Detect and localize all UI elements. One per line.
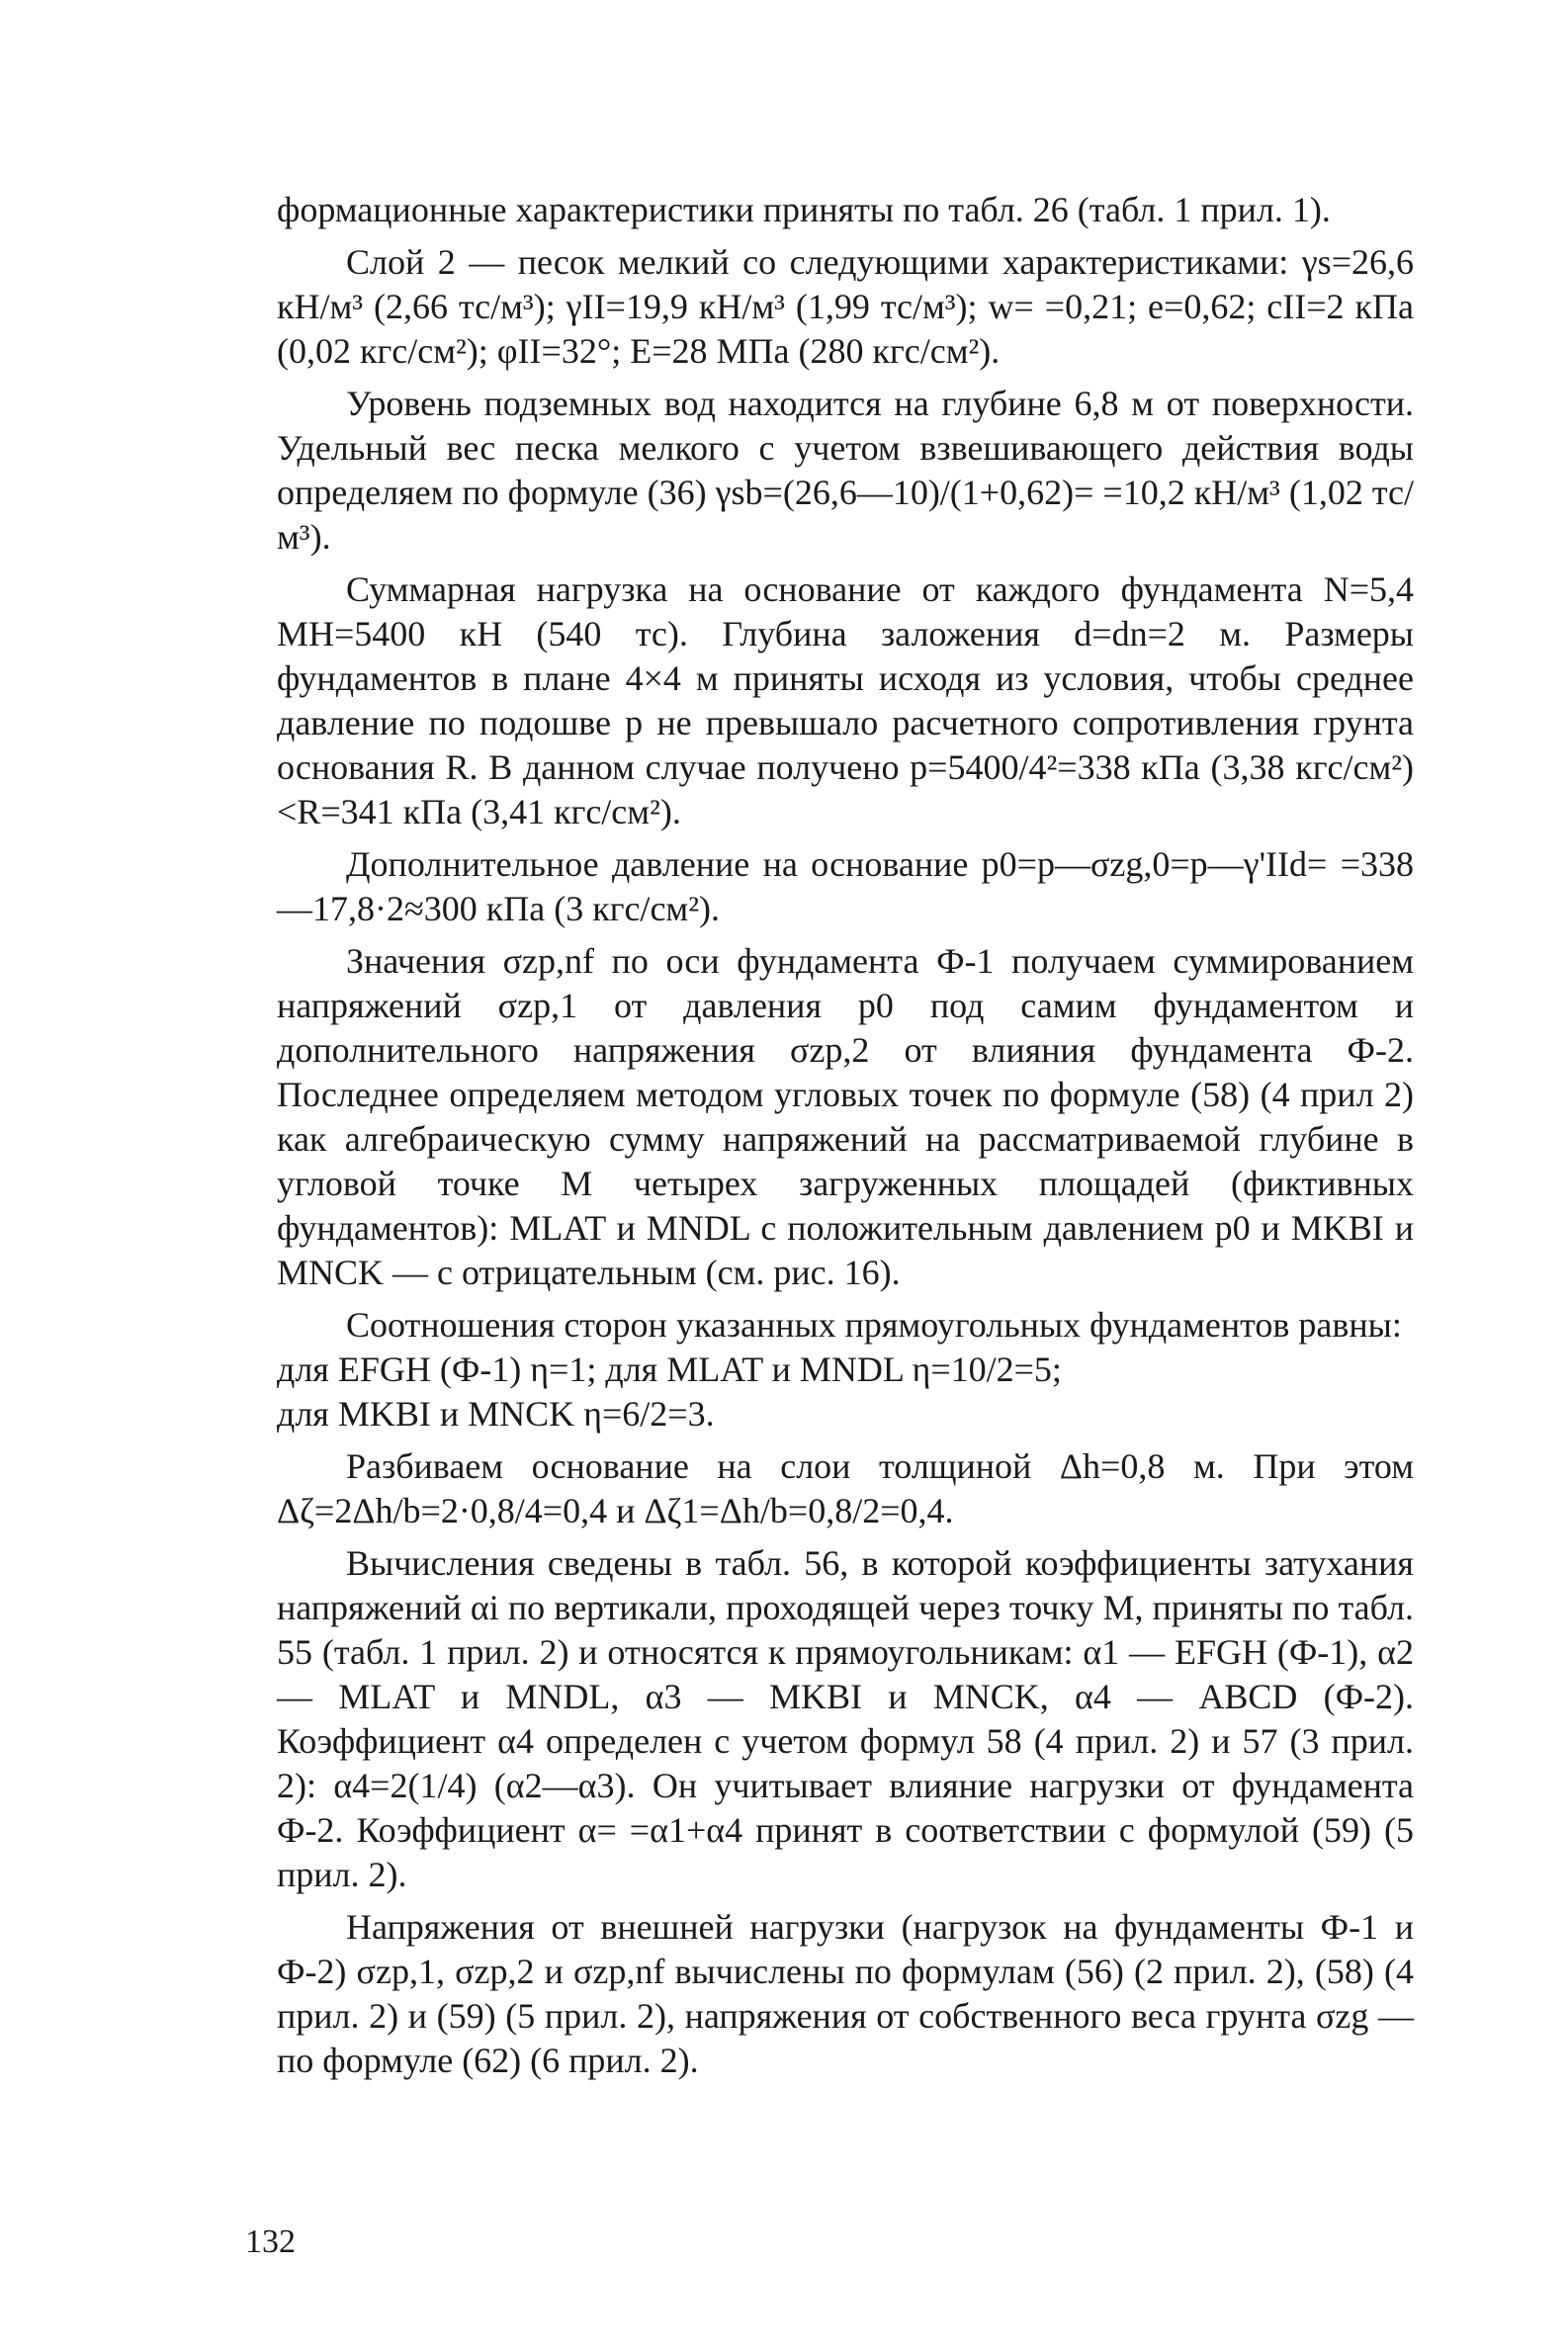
page-number: 132 <box>245 2223 296 2260</box>
paragraph-additional-pressure: Дополнительное давление на основание p0=p—σzg,0=p—γ'IId= =338—17,8·2≈300 кПа (3 кгс/см²). <box>277 844 1414 928</box>
formula-line-2: для MKBI и MNCK η=6/2=3. <box>277 1394 715 1434</box>
paragraph-layers: Разбиваем основание на слои толщиной Δh=0,8 м. При этом Δζ=2Δh/b=2·0,8/4=0,4 и Δζ1=Δh/b=0,8/2=0,4. <box>277 1446 1414 1530</box>
paragraph-calculations: Вычисления сведены в табл. 56, в которой коэффициенты затухания напряжений αi по вертикали, проходящей через точку M, приняты по табл. 55 (табл. 1 прил. 2) и относятся к прямоугольникам: α1 — EFGH (Ф-1), α2 — MLAT и MNDL, α3 — MKBI и MNCK, α4 — ABCD (Ф-2). Коэффициент α4 определен с учетом формул 58 (4 прил. 2) и 57 (3 прил. 2): α4=2(1/4) (α2—α3). Он учитывает влияние нагрузки от фундамента Ф-2. Коэффициент α= =α1+α4 принят в соответствии с формулой (59) (5 прил. 2). <box>277 1543 1414 1894</box>
paragraph-side-ratios: Соотношения сторон указанных прямоугольных фундаментов равны: <box>346 1305 1402 1345</box>
paragraph-layer-2: Слой 2 — песок мелкий со следующими характеристиками: γs=26,6 кН/м³ (2,66 тс/м³); γII=19,9 кН/м³ (1,99 тс/м³); w= =0,21; e=0,62; cII=2 кПа (0,02 кгс/см²); φII=32°; E=28 МПа (280 кгс/см²). <box>277 242 1414 371</box>
paragraph-stresses: Напряжения от внешней нагрузки (нагрузок на фундаменты Ф-1 и Ф-2) σzp,1, σzp,2 и σzp,nf вычислены по формулам (56) (2 прил. 2), (58) (4 прил. 2) и (59) (5 прил. 2), напряжения от собственного веса грунта σzg — по формуле (62) (6 прил. 2). <box>277 1907 1414 2080</box>
paragraph-total-load: Суммарная нагрузка на основание от каждого фундамента N=5,4 МН=5400 кН (540 тс). Глубина заложения d=dn=2 м. Размеры фундаментов в плане 4×4 м приняты исходя из условия, чтобы среднее давление по подошве p не превышало расчетного сопротивления грунта основания R. В данном случае получено p=5400/4²=338 кПа (3,38 кгс/см²)<R=341 кПа (3,41 кгс/см²). <box>277 569 1414 831</box>
paragraph-stress-values: Значения σzp,nf по оси фундамента Ф-1 получаем суммированием напряжений σzp,1 от давления p0 под самим фундаментом и дополнительного напряжения σzp,2 от влияния фундамента Ф-2. Последнее определяем методом угловых точек по формуле (58) (4 прил 2) как алгебраическую сумму напряжений на рассматриваемой глубине в угловой точке M четырех загруженных площадей (фиктивных фундаментов): MLAT и MNDL с положительным давлением p0 и MKBI и MNCK — с отрицательным (см. рис. 16). <box>277 941 1414 1292</box>
paragraph-continuation: формационные характеристики приняты по табл. 26 (табл. 1 прил. 1). <box>277 190 1331 229</box>
body-text <box>277 188 1414 2091</box>
paragraph-groundwater: Уровень подземных вод находится на глубине 6,8 м от поверхности. Удельный вес песка мелкого с учетом взвешивающего действия воды определяем по формуле (36) γsb=(26,6—10)/(1+0,62)= =10,2 кН/м³ (1,02 тс/м³). <box>277 384 1414 557</box>
formula-line-1: для EFGH (Ф-1) η=1; для MLAT и MNDL η=10/2=5; <box>277 1350 1062 1389</box>
